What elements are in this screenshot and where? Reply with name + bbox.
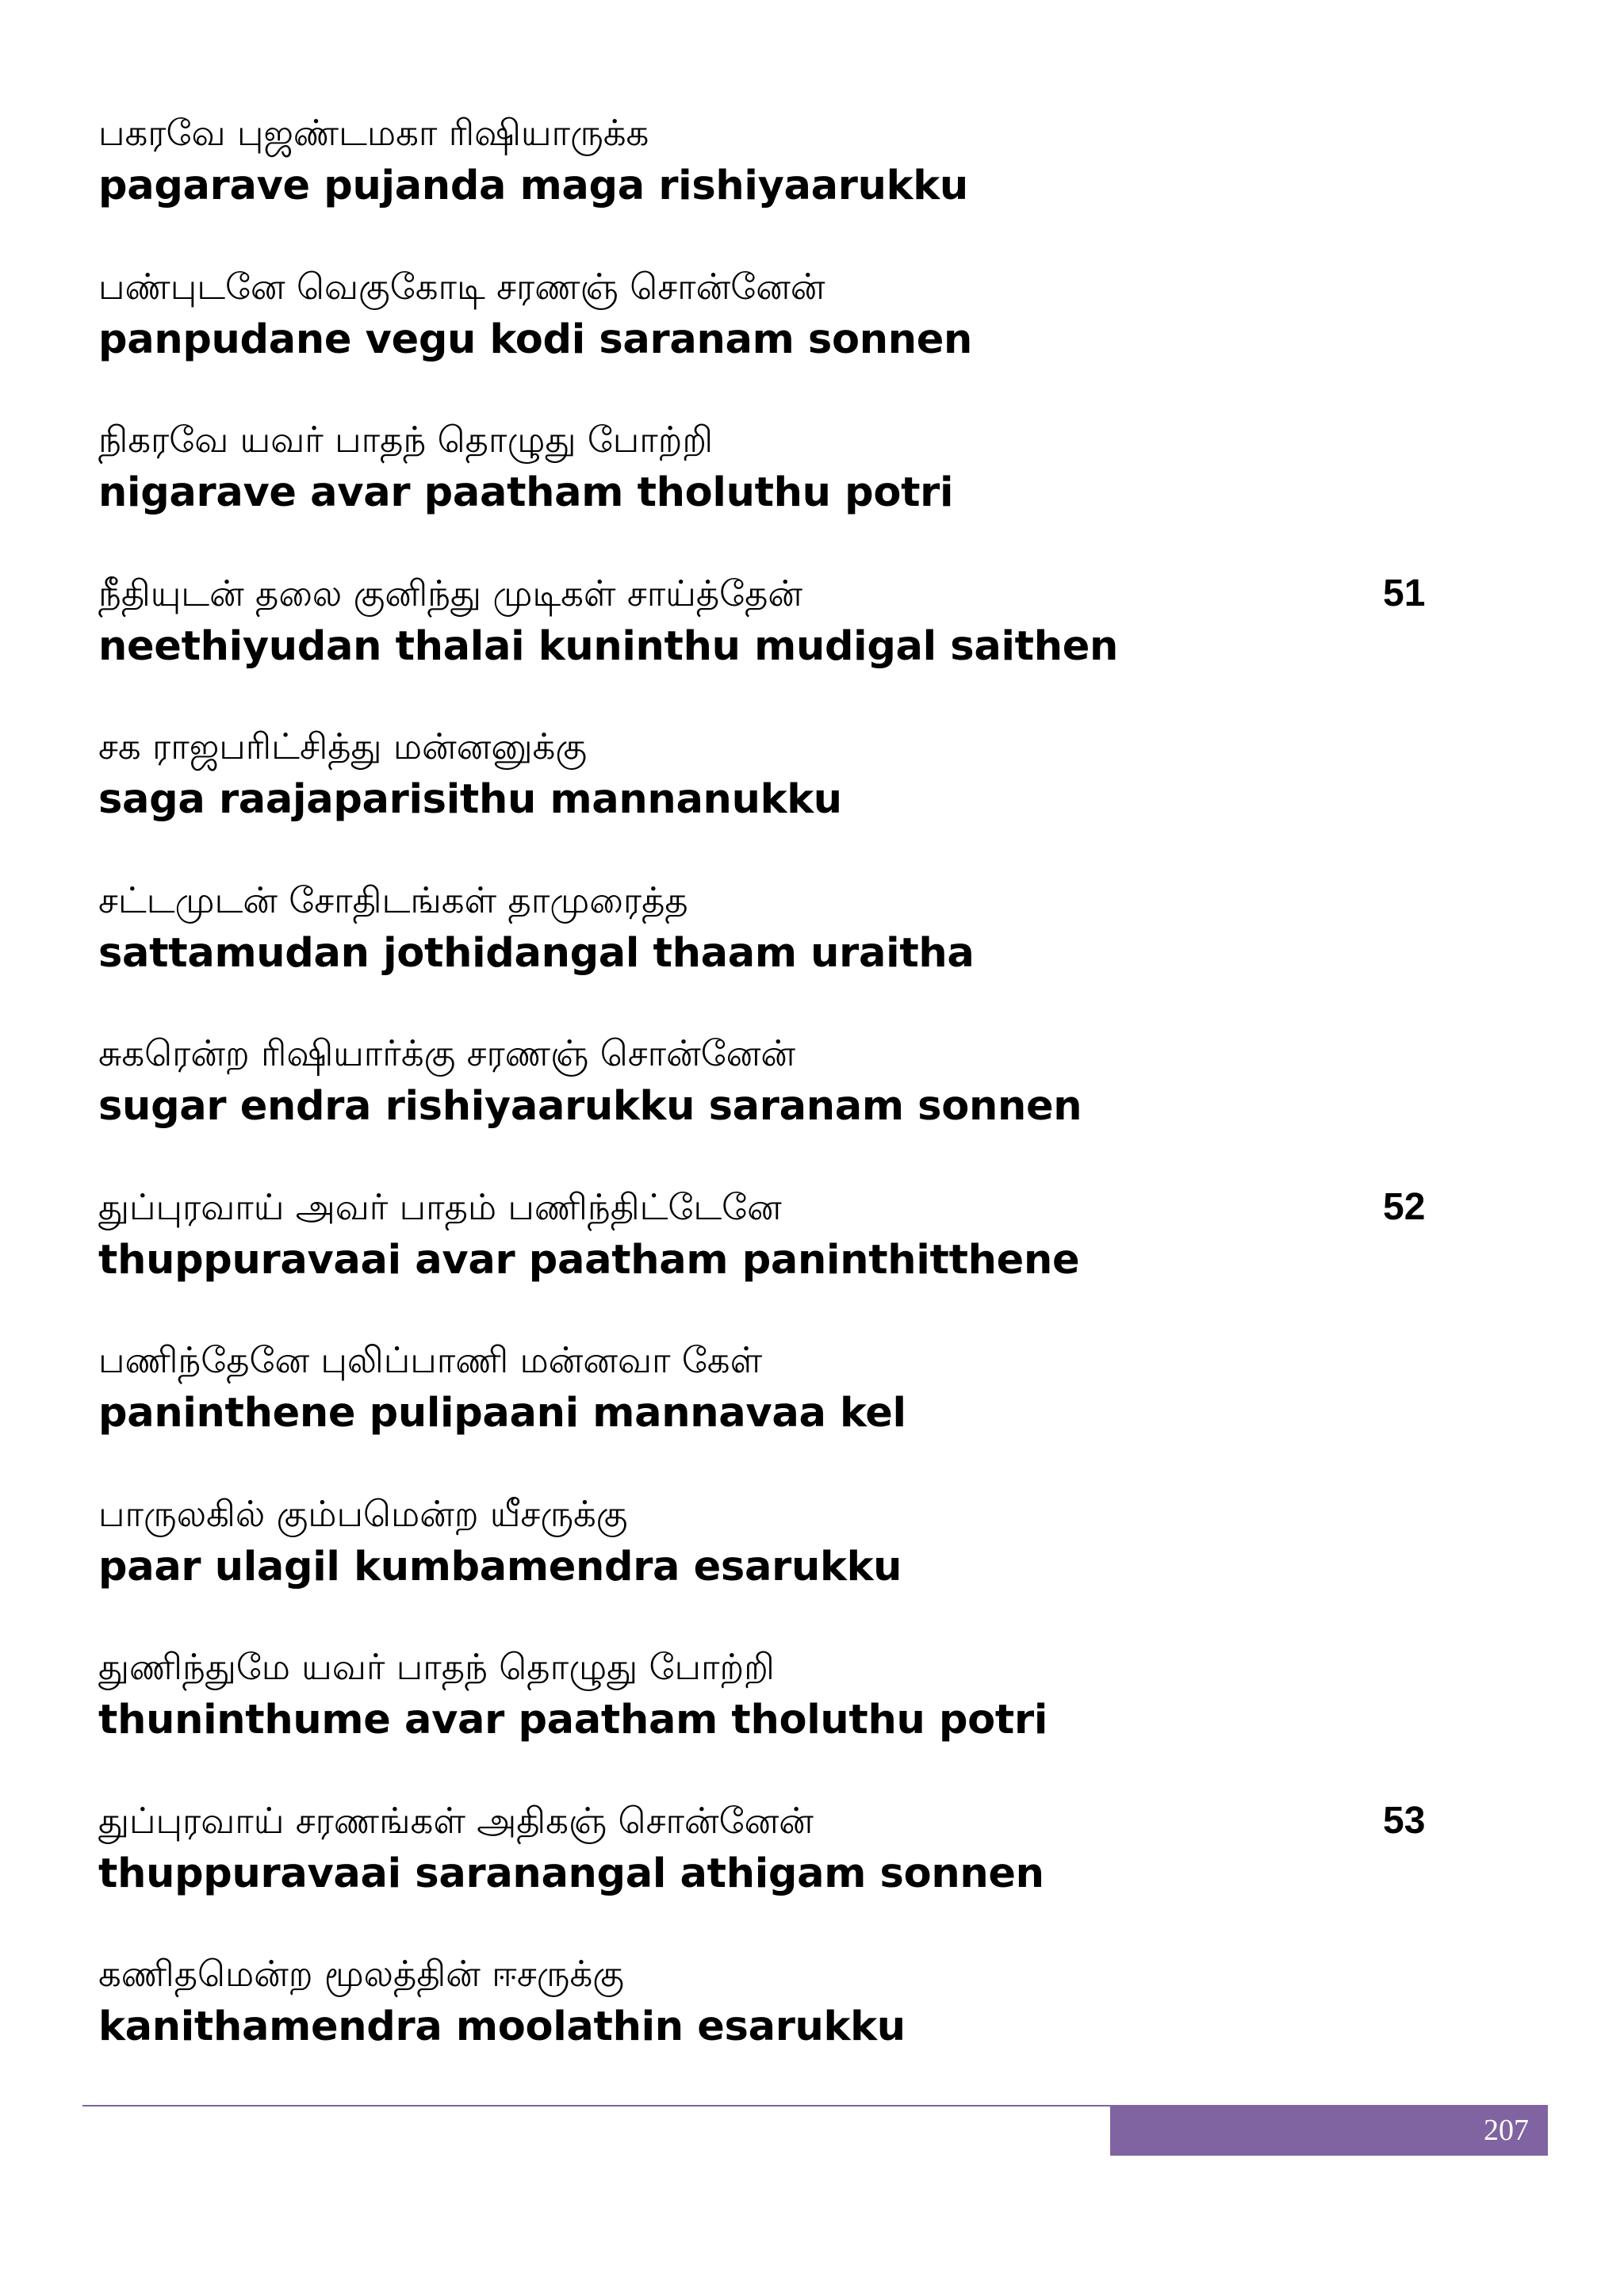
transliteration-line: thuninthume avar paatham tholuthu potri bbox=[98, 1697, 1048, 1743]
transliteration-line: thuppuravaai saranangal athigam sonnen bbox=[98, 1850, 1044, 1897]
tamil-line: கணிதமென்ற மூலத்தின் ஈசருக்கு bbox=[98, 1953, 625, 1995]
tamil-line: நிகரவே யவர் பாதந் தொழுது போற்றி bbox=[98, 419, 714, 461]
transliteration-line: saga raajaparisithu mannanukku bbox=[98, 776, 842, 823]
verse bbox=[98, 1797, 1446, 1951]
tamil-line: துப்புரவாய் சரணங்கள் அதிகஞ் சொன்னேன் bbox=[98, 1799, 814, 1842]
transliteration-line: pagarave pujanda maga rishiyaarukku bbox=[98, 163, 968, 209]
transliteration-line: paninthene pulipaani mannavaa kel bbox=[98, 1390, 906, 1437]
verse bbox=[98, 1644, 1446, 1797]
verse-number: 52 bbox=[1383, 1185, 1426, 1228]
verse bbox=[98, 723, 1446, 877]
verse bbox=[98, 1490, 1446, 1644]
verse bbox=[98, 263, 1446, 417]
tamil-line: சக ராஜபரிட்சித்து மன்னனுக்கு bbox=[98, 725, 588, 767]
tamil-line: சுகரென்ற ரிஷியார்க்கு சரணஞ் சொன்னேன் bbox=[98, 1032, 796, 1074]
verse bbox=[98, 1030, 1446, 1184]
verse-number: 53 bbox=[1383, 1799, 1426, 1842]
tamil-line: பகரவே புஜண்டமகா ரிஷியாருக்க bbox=[98, 112, 649, 154]
verse-number: 51 bbox=[1383, 572, 1426, 614]
transliteration-line: thuppuravaai avar paatham paninthitthene bbox=[98, 1236, 1080, 1284]
transliteration-line: kanithamendra moolathin esarukku bbox=[98, 2003, 906, 2050]
transliteration-line: paar ulagil kumbamendra esarukku bbox=[98, 1543, 902, 1590]
verse bbox=[98, 109, 1446, 263]
tamil-line: பணிந்தேனே புலிப்பாணி மன்னவா கேள் bbox=[98, 1339, 763, 1381]
transliteration-line: nigarave avar paatham tholuthu potri bbox=[98, 469, 954, 516]
verse bbox=[98, 1337, 1446, 1490]
tamil-line: துப்புரவாய் அவர் பாதம் பணிந்திட்டேனே bbox=[98, 1185, 782, 1228]
verse bbox=[98, 416, 1446, 570]
verse bbox=[98, 877, 1446, 1031]
verse bbox=[98, 1184, 1446, 1337]
tamil-line: நீதியுடன் தலை குனிந்து முடிகள் சாய்த்தேன் bbox=[98, 572, 803, 614]
verse bbox=[98, 570, 1446, 724]
tamil-line: பாருலகில் கும்பமென்ற யீசருக்கு bbox=[98, 1492, 628, 1535]
page-number-band bbox=[1110, 2105, 1548, 2156]
transliteration-line: panpudane vegu kodi saranam sonnen bbox=[98, 316, 973, 363]
transliteration-line: sugar endra rishiyaarukku saranam sonnen bbox=[98, 1083, 1082, 1130]
tamil-line: துணிந்துமே யவர் பாதந் தொழுது போற்றி bbox=[98, 1646, 775, 1688]
transliteration-line: neethiyudan thalai kuninthu mudigal saithen bbox=[98, 622, 1119, 670]
page-number: 207 bbox=[1484, 2114, 1529, 2147]
verse-list bbox=[98, 109, 1446, 2104]
tamil-line: பண்புடனே வெகுகோடி சரணஞ் சொன்னேன் bbox=[98, 265, 825, 308]
verse bbox=[98, 1950, 1446, 2104]
transliteration-line: sattamudan jothidangal thaam uraitha bbox=[98, 929, 975, 977]
tamil-line: சட்டமுடன் சோதிடங்கள் தாமுரைத்த bbox=[98, 878, 688, 921]
